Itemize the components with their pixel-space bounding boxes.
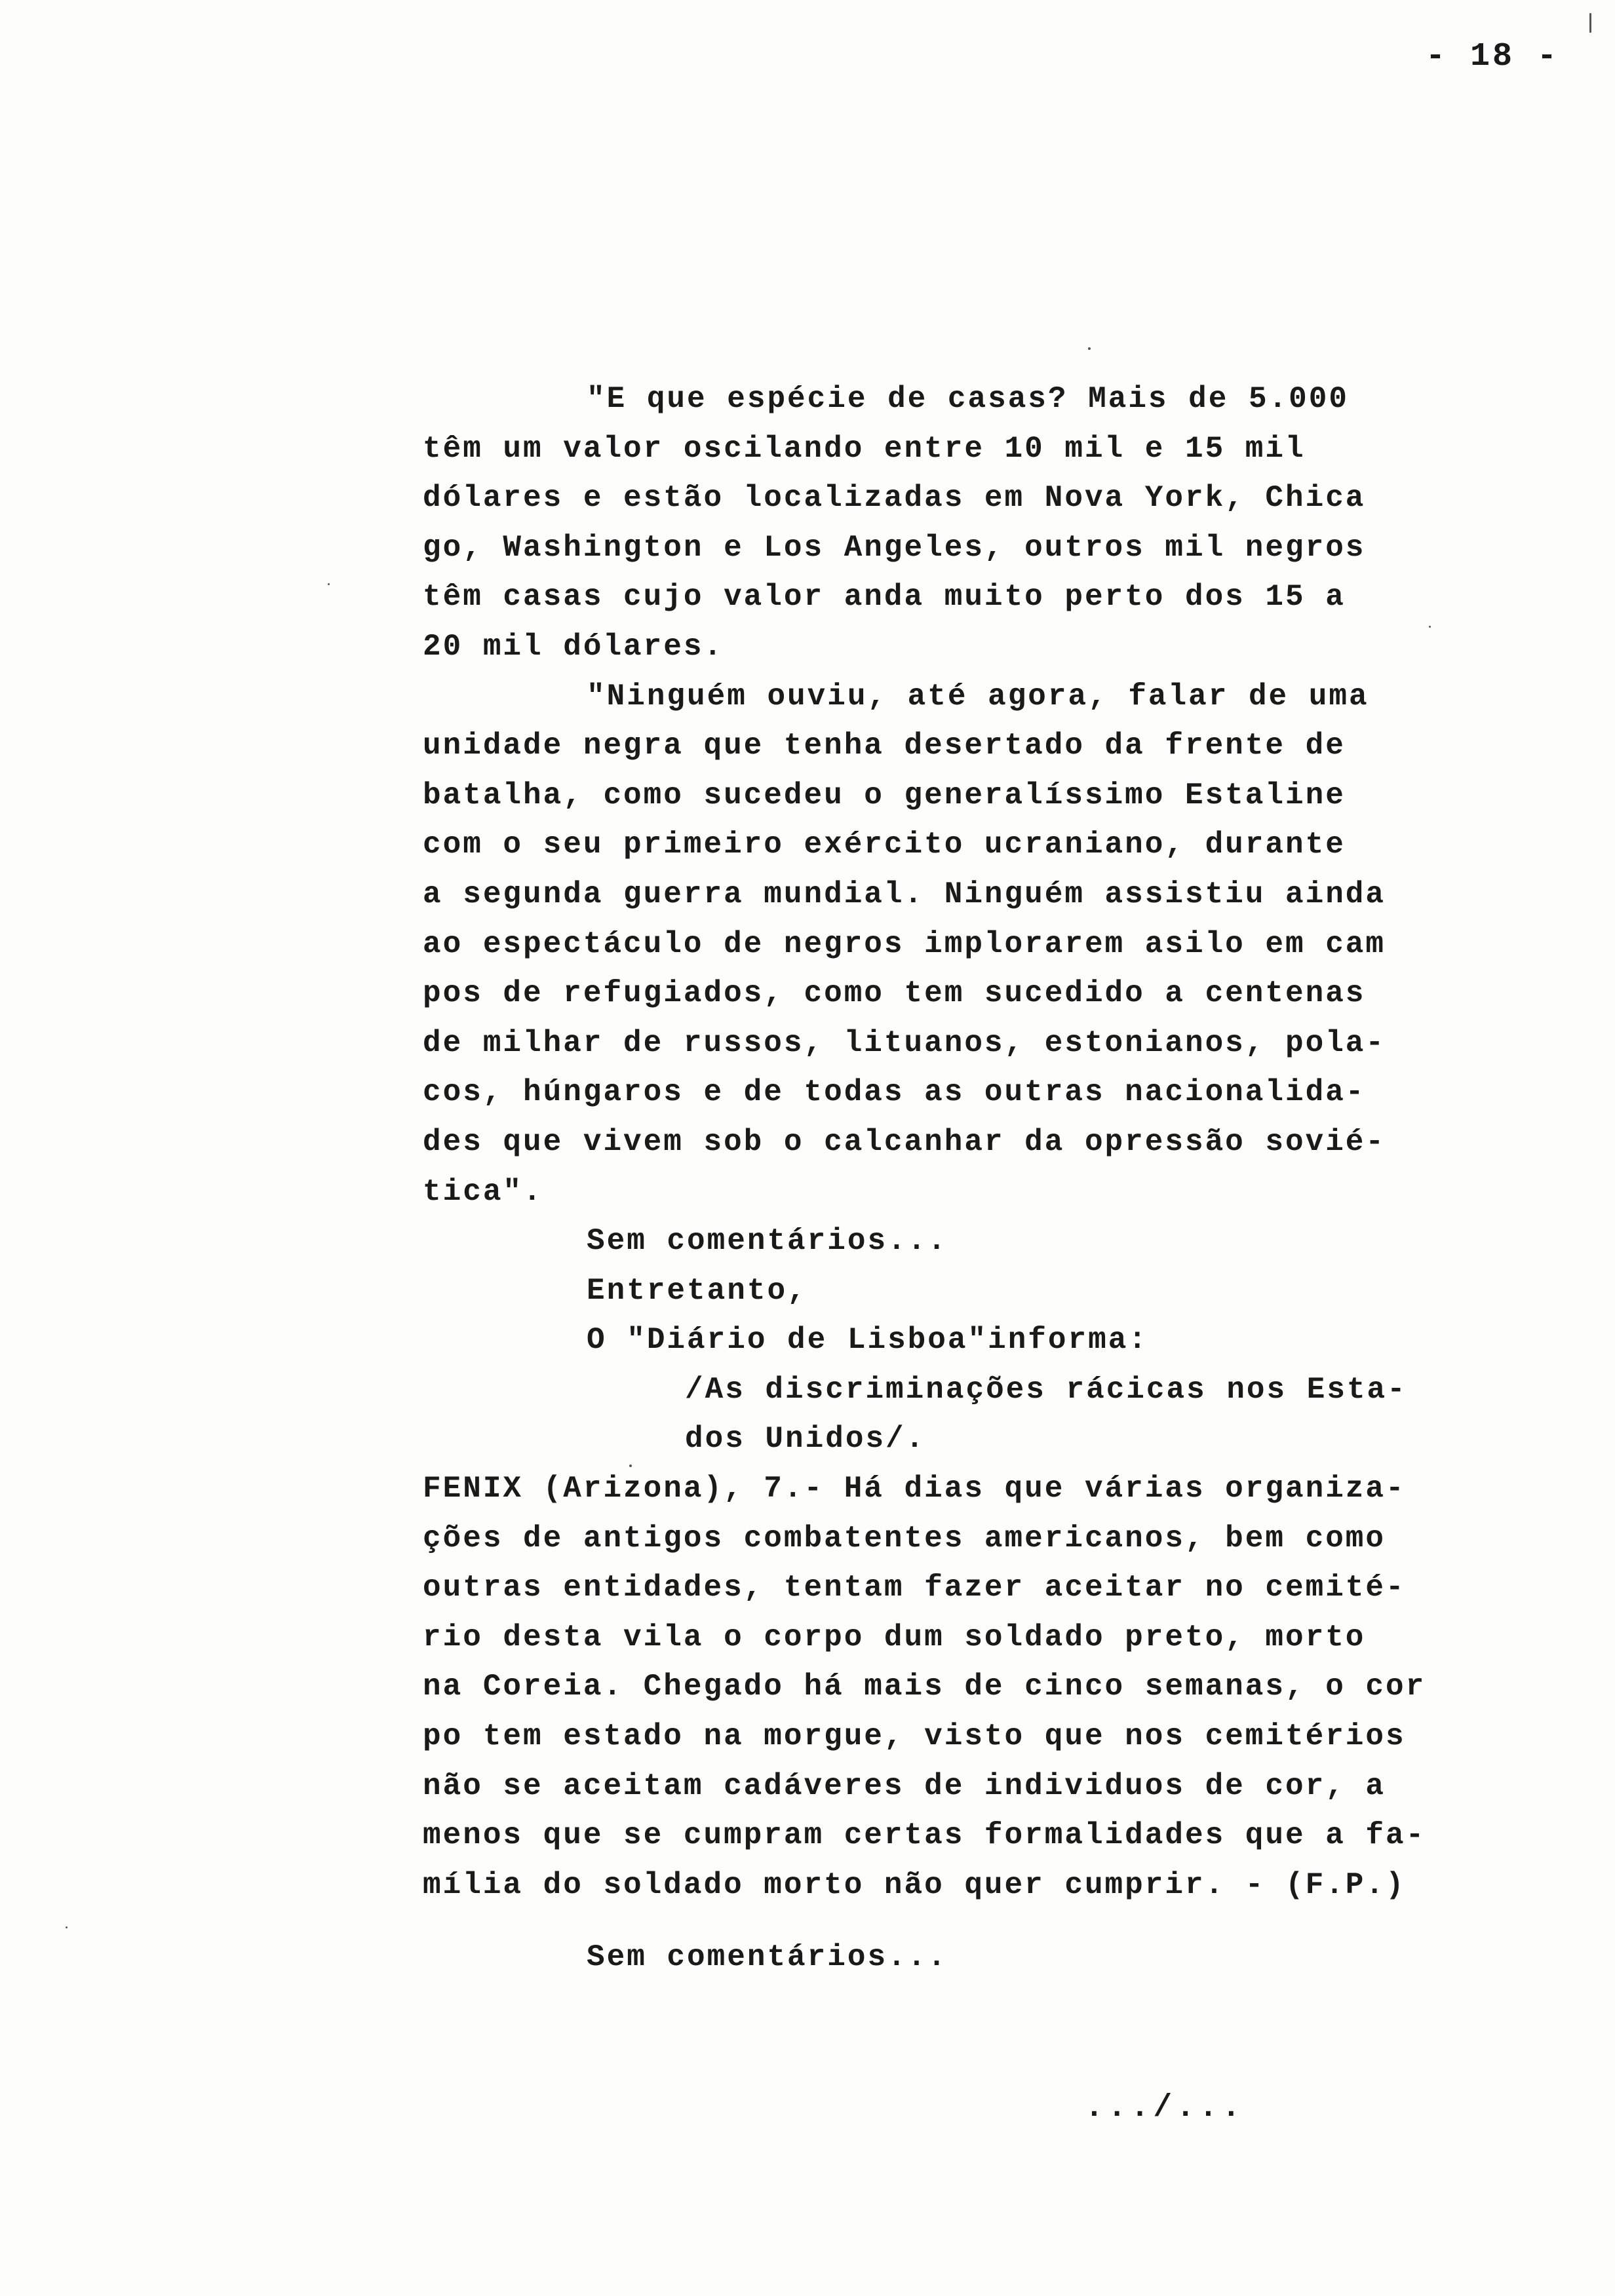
paragraph (423, 672, 1419, 1217)
paragraph (423, 1464, 1426, 1910)
paragraph (423, 1316, 1419, 1366)
text-line: cos, húngaros e de todas as outras nacionalida- (423, 1075, 1366, 1110)
paragraph (423, 1267, 1419, 1316)
scan-speck (66, 1926, 68, 1928)
text-line: unidade negra que tenha desertado da frente de (423, 729, 1346, 763)
text-line: po tem estado na morgue, visto que nos cemitérios (423, 1719, 1406, 1754)
text-line: mília do soldado morto não quer cumprir. - (F.P.) (423, 1867, 1406, 1902)
text-line: ao espectáculo de negros implorarem asilo em cam (423, 927, 1386, 961)
text-line: FENIX (Arizona), 7.- Há dias que várias organiza- (423, 1472, 1406, 1506)
scan-speck (328, 583, 330, 585)
text-line: des que vivem sob o calcanhar da opressão sovié- (423, 1124, 1386, 1159)
blank-line (423, 1910, 1419, 1933)
text-line: 20 mil dólares. (423, 629, 724, 664)
paragraph (423, 1933, 1419, 1983)
text-line: têm casas cujo valor anda muito perto dos 15 a (423, 580, 1346, 615)
text-line: ções de antigos combatentes americanos, bem como (423, 1521, 1386, 1556)
text-line: rio desta vila o corpo dum soldado preto, morto (423, 1620, 1366, 1655)
text-line: têm um valor oscilando entre 10 mil e 15 mil (423, 431, 1306, 466)
paragraph (423, 1217, 1419, 1267)
text-line: a segunda guerra mundial. Ninguém assistiu ainda (423, 877, 1386, 911)
text-line: dólares e estão localizadas em Nova York, Chica (423, 481, 1366, 516)
body-text (423, 375, 1426, 1983)
text-line: O "Diário de Lisboa"informa: (587, 1323, 1148, 1358)
text-line: dos Unidos/. (685, 1422, 926, 1457)
text-line: na Coreia. Chegado há mais de cinco semanas, o cor (423, 1670, 1426, 1704)
text-line: não se aceitam cadáveres de individuos de cor, a (423, 1769, 1386, 1803)
text-line: outras entidades, tentam fazer aceitar no cemité- (423, 1571, 1406, 1605)
text-line: tica". (423, 1174, 543, 1209)
paragraph (423, 375, 1419, 672)
scan-speck (1429, 626, 1431, 628)
continuation-marker: .../... (1085, 2090, 1245, 2126)
scan-speck (629, 1464, 632, 1467)
scan-speck (1589, 13, 1591, 33)
text-line: com o seu primeiro exército ucraniano, durante (423, 828, 1346, 862)
text-line: de milhar de russos, lituanos, estonianos, pola- (423, 1025, 1386, 1060)
text-line: pos de refugiados, como tem sucedido a centenas (423, 976, 1366, 1011)
text-line: /As discriminações rácicas nos Esta- (685, 1372, 1407, 1407)
page-number: - 18 - (1426, 38, 1560, 75)
text-line: go, Washington e Los Angeles, outros mil negros (423, 530, 1366, 565)
text-line: Sem comentários... (587, 1224, 948, 1259)
text-line: "E que espécie de casas? Mais de 5.000 (587, 382, 1349, 416)
text-line: Sem comentários... (587, 1940, 948, 1975)
scan-speck (1088, 347, 1091, 350)
text-line: Entretanto, (587, 1273, 808, 1308)
text-line: batalha, como sucedeu o generalíssimo Estaline (423, 778, 1346, 813)
paragraph (423, 1366, 1419, 1464)
text-line: "Ninguém ouviu, até agora, falar de uma (587, 679, 1369, 714)
text-line: menos que se cumpram certas formalidades que a fa- (423, 1818, 1426, 1853)
